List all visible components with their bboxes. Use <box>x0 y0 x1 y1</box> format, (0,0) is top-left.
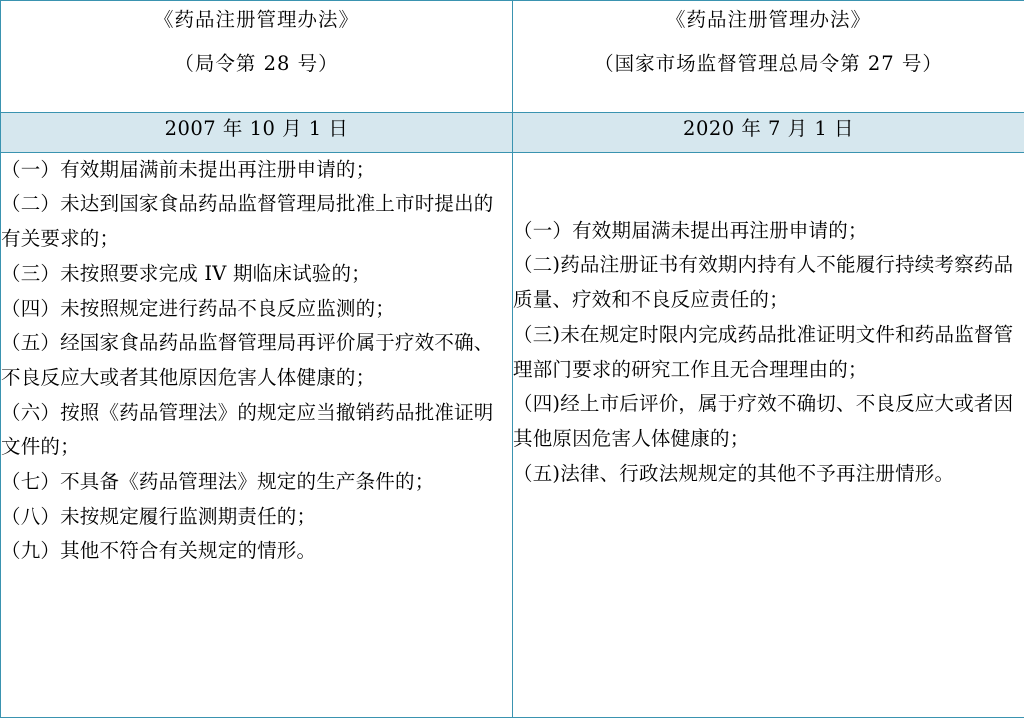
list-item: （四）未按照规定进行药品不良反应监测的； <box>1 296 396 320</box>
regulation-title-new-line1: 《药品注册管理办法》 <box>665 8 871 31</box>
list-item: （四)经上市后评价，属于疗效不确切、不良反应大或者因其他原因危害人体健康的； <box>513 392 1014 450</box>
content-column-new <box>513 152 1024 717</box>
content-column-old <box>1 152 513 717</box>
table-row-titles <box>1 1 1024 113</box>
list-item: （六）按照《药品管理法》的规定应当撤销药品批准证明文件的； <box>1 400 494 459</box>
list-item: （五)法律、行政法规规定的其他不予再注册情形。 <box>513 461 955 485</box>
column-title-new <box>513 1 1024 113</box>
list-item: （二）未达到国家食品药品监督管理局批准上市时提出的有关要求的； <box>1 192 494 251</box>
table-row-dates <box>1 113 1024 152</box>
list-item: （八）未按规定履行监测期责任的； <box>1 504 317 528</box>
list-item: （一）有效期届满未提出再注册申请的； <box>513 218 868 242</box>
list-item: （一）有效期届满前未提出再注册申请的； <box>1 157 376 181</box>
list-item: （七）不具备《药品管理法》规定的生产条件的； <box>1 470 435 494</box>
column-title-old <box>1 1 513 113</box>
list-item: （三）未按照要求完成 IV 期临床试验的； <box>1 261 371 285</box>
list-item: （九）其他不符合有关规定的情形。 <box>1 539 317 563</box>
effective-date-old: 2007 年 10 月 1 日 <box>1 113 513 152</box>
list-item: （二)药品注册证书有效期内持有人不能履行持续考察药品质量、疗效和不良反应责任的； <box>513 253 1014 312</box>
regulation-number-old: （局令第 28 号） <box>174 52 339 76</box>
table-row-content <box>1 152 1024 717</box>
list-item: （三)未在规定时限内完成药品批准证明文件和药品监督管理部门要求的研究工作且无合理理由的； <box>513 322 1014 381</box>
regulation-title-old-line1: 《药品注册管理办法》 <box>153 8 359 31</box>
effective-date-new: 2020 年 7 月 1 日 <box>513 113 1024 152</box>
list-item: （五）经国家食品药品监督管理局再评价属于疗效不确、不良反应大或者其他原因危害人体健康的； <box>1 331 494 389</box>
regulation-number-new: （国家市场监督管理总局令第 27 号） <box>594 52 943 76</box>
